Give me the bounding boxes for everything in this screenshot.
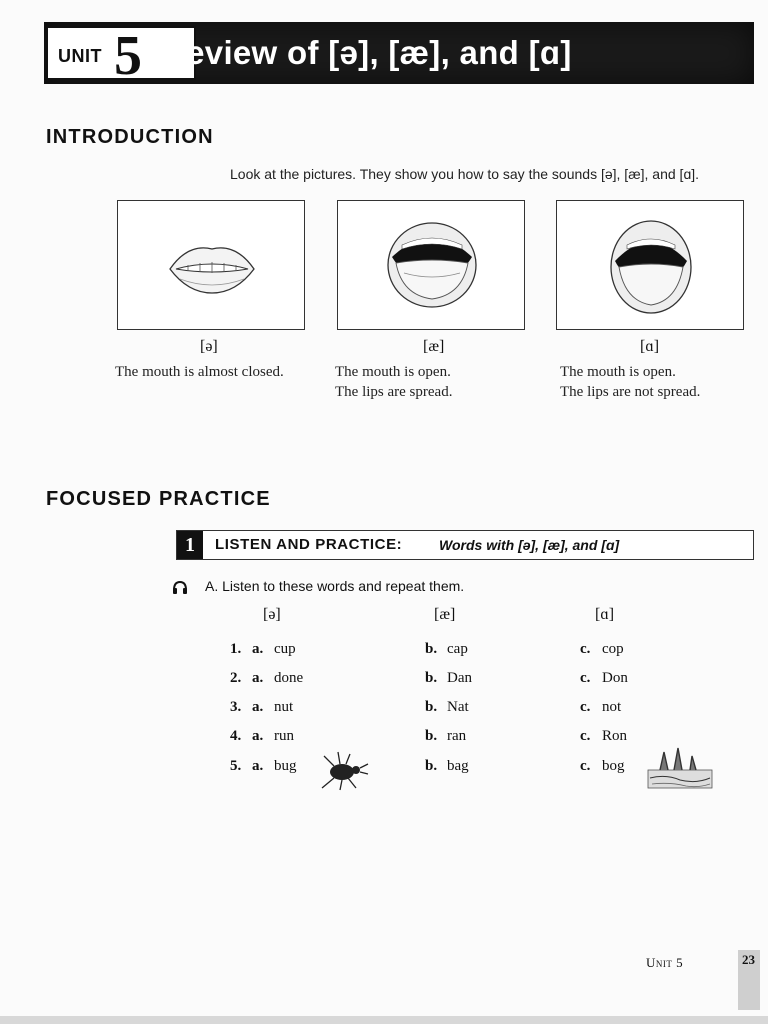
bug-icon xyxy=(314,748,370,792)
row-letter: a. xyxy=(252,670,264,686)
word-row xyxy=(230,670,303,687)
word-b: Nat xyxy=(447,699,469,715)
row-number: 2. xyxy=(230,670,242,686)
word-a: done xyxy=(274,670,304,686)
listen-subtitle: Words with [ə], [æ], and [ɑ] xyxy=(439,537,620,553)
mouth-open-not-spread-icon xyxy=(557,201,745,331)
row-letter: a. xyxy=(252,758,264,774)
description-line: The lips are not spread. xyxy=(560,384,701,400)
word-a: cup xyxy=(274,641,296,657)
symbol-ae: [æ] xyxy=(423,338,445,355)
row-letter: c. xyxy=(580,641,591,657)
headphone-icon[interactable] xyxy=(172,580,188,594)
row-letter: b. xyxy=(425,758,438,774)
row-number: 3. xyxy=(230,699,242,715)
bog-icon xyxy=(646,744,714,792)
word-row xyxy=(230,728,294,745)
row-letter: b. xyxy=(425,728,438,744)
word-row xyxy=(425,670,472,687)
word-row xyxy=(580,641,624,658)
symbol-a: [ɑ] xyxy=(640,338,660,355)
row-letter: c. xyxy=(580,728,591,744)
row-letter: c. xyxy=(580,699,591,715)
mouth-closed-icon xyxy=(118,201,306,331)
unit-header xyxy=(44,22,754,87)
instruction-text: A. Listen to these words and repeat them. xyxy=(205,578,465,594)
description-line: The lips are spread. xyxy=(335,384,453,400)
row-letter: b. xyxy=(425,670,438,686)
introduction-text: Look at the pictures. They show you how to say the sounds [ə], [æ], and [ɑ]. xyxy=(230,166,700,182)
word-row xyxy=(230,641,296,658)
description-open-not-spread xyxy=(560,362,700,402)
row-letter: b. xyxy=(425,699,438,715)
word-row xyxy=(580,670,628,687)
word-c: Don xyxy=(602,670,628,686)
word-b: bag xyxy=(447,758,469,774)
description-closed xyxy=(115,362,284,382)
unit-number: 5 xyxy=(114,25,142,87)
row-letter: c. xyxy=(580,670,591,686)
word-b: ran xyxy=(447,728,467,744)
description-line: The mouth is open. xyxy=(335,364,451,380)
unit-label: UNIT xyxy=(58,46,102,66)
mouth-open-spread-icon xyxy=(338,201,526,331)
word-row xyxy=(580,728,627,745)
word-a: run xyxy=(274,728,294,744)
row-number: 1. xyxy=(230,641,242,657)
word-c: bog xyxy=(602,758,625,774)
row-letter: a. xyxy=(252,728,264,744)
word-row xyxy=(425,728,466,745)
row-number: 5. xyxy=(230,758,242,774)
row-letter: b. xyxy=(425,641,438,657)
row-letter: a. xyxy=(252,699,264,715)
word-row xyxy=(425,758,469,775)
column-header-a: [ɑ] xyxy=(595,606,615,623)
row-letter: c. xyxy=(580,758,591,774)
word-row xyxy=(580,699,621,716)
word-a: bug xyxy=(274,758,297,774)
symbol-schwa: [ə] xyxy=(200,338,218,355)
listen-and-practice-bar xyxy=(176,530,754,560)
word-row xyxy=(425,641,468,658)
footer-unit: Unit 5 xyxy=(646,955,684,970)
word-c: cop xyxy=(602,641,624,657)
mouth-open-spread-picture xyxy=(337,200,525,330)
word-row xyxy=(580,758,625,775)
word-row xyxy=(230,699,293,716)
exercise-number: 1 xyxy=(177,531,203,559)
row-letter: a. xyxy=(252,641,264,657)
column-header-ae: [æ] xyxy=(434,606,456,623)
page-number: 23 xyxy=(738,950,760,1010)
word-c: not xyxy=(602,699,622,715)
mouth-closed-picture xyxy=(117,200,305,330)
word-b: Dan xyxy=(447,670,472,686)
description-line: The mouth is almost closed. xyxy=(115,364,284,380)
word-c: Ron xyxy=(602,728,628,744)
word-b: cap xyxy=(447,641,468,657)
word-row xyxy=(425,699,469,716)
word-row xyxy=(230,758,297,775)
mouth-open-not-spread-picture xyxy=(556,200,744,330)
row-number: 4. xyxy=(230,728,242,744)
introduction-heading: INTRODUCTION xyxy=(46,126,214,148)
listen-title: LISTEN AND PRACTICE: xyxy=(215,536,403,553)
page-title: Review of [ə], [æ], and [ɑ] xyxy=(162,34,572,71)
description-open-spread xyxy=(335,362,452,402)
focused-practice-heading: FOCUSED PRACTICE xyxy=(46,488,271,510)
scan-edge xyxy=(0,1016,768,1024)
column-header-schwa: [ə] xyxy=(263,606,281,623)
word-a: nut xyxy=(274,699,294,715)
description-line: The mouth is open. xyxy=(560,364,676,380)
